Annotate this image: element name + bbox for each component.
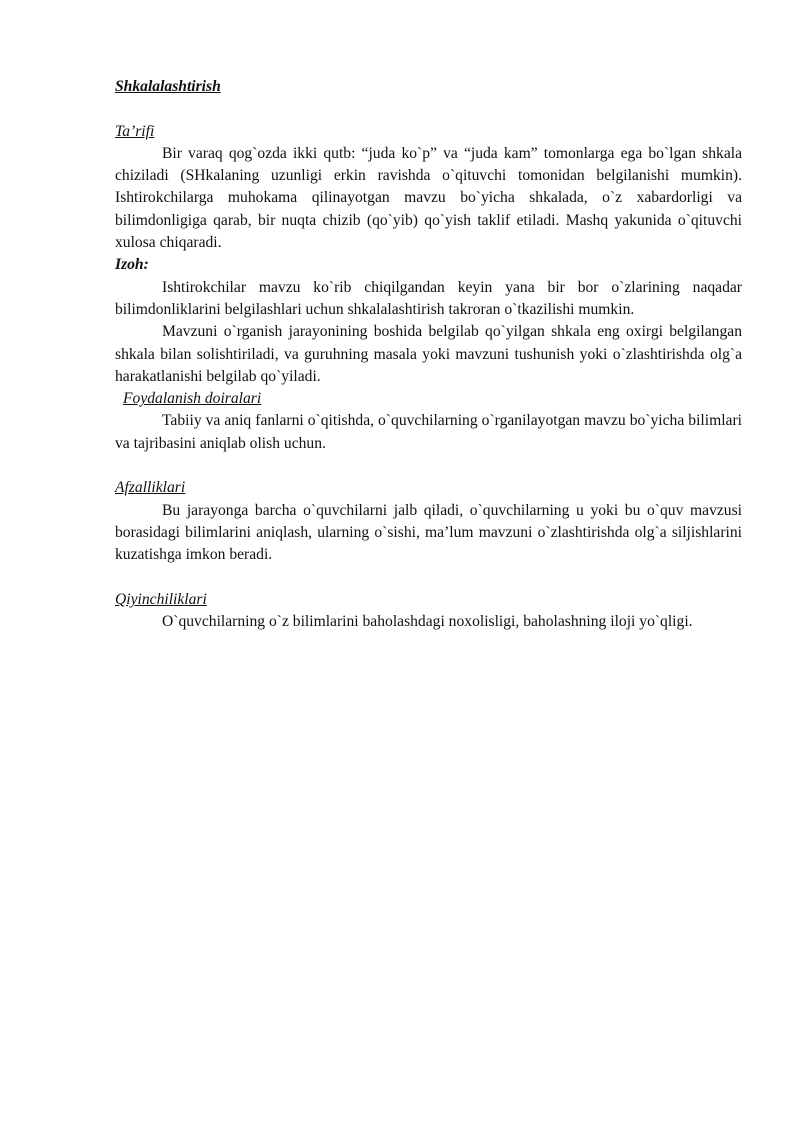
section-paragraph-tarifi: Bir varaq qog`ozda ikki qutb: “juda ko`p” va “juda kam” tomonlarga ega bo`lgan shkala chiziladi (SHkalaning uzunligi erkin ravishda o`qituvchi tomonidan belgilanishi mumkin). Ishtirokchilarga muhokama qilinayotgan mavzu bo`yicha shkalada, o`z xabardorligi va bilimdonligiga qarab, bir nuqta chizib (qo`yib) qo`yish taklif etiladi. Mashq yakunida o`qituvchi xulosa chiqaradi. xyxy=(115,144,742,252)
document-page xyxy=(115,76,742,633)
blank-line xyxy=(115,567,742,589)
section-paragraph-afzalliklari: Bu jarayonga barcha o`quvchilarni jalb qiladi, o`quvchilarning u yoki bu o`quv mavzusi borasidagi bilimlarini aniqlash, ularning o`sishi, ma’lum mavzuni o`zlashtirishda olg`a siljishlarini kuzatishga imkon beradi. xyxy=(115,501,742,564)
section-paragraph-qiyinchiliklari: O`quvchilarning o`z bilimlarini baholashdagi noxolisligi, baholashning iloji yo`qligi. xyxy=(162,613,693,631)
section-heading-qiyinchiliklari: Qiyinchiliklari xyxy=(115,590,207,608)
document-title: Shkalalashtirish xyxy=(115,78,221,95)
section-heading-afzalliklari: Afzalliklari xyxy=(115,479,186,497)
section-heading-foydalanish-wrapper xyxy=(115,388,742,410)
section-heading-foydalanish: Foydalanish doiralari xyxy=(123,390,262,408)
section-paragraph-foydalanish: Tabiiy va aniq fanlarni o`qitishda, o`quvchilarning o`rganilayotgan mavzu bo`yicha bilimlari va tajribasini aniqlab olish uchun. xyxy=(115,412,742,452)
blank-line xyxy=(115,98,742,120)
section-paragraph-izoh-1: Ishtirokchilar mavzu ko`rib chiqilgandan keyin yana bir bor o`zlarining naqadar bilimdonliklarini belgilashlari uchun shkalalashtirish takroran o`tkazilishi mumkin. xyxy=(115,278,742,318)
section-heading-tarifi: Ta’rifi xyxy=(115,122,155,140)
section-heading-izoh: Izoh: xyxy=(115,256,149,274)
blank-line xyxy=(115,455,742,477)
section-paragraph-izoh-2: Mavzuni o`rganish jarayonining boshida belgilab qo`yilgan shkala eng oxirgi belgilangan shkala bilan solishtiriladi, va guruhning masala yoki mavzuni tushunish yoki o`zlashtirishda olg`a harakatlanishi belgilab qo`yiladi. xyxy=(115,323,742,385)
